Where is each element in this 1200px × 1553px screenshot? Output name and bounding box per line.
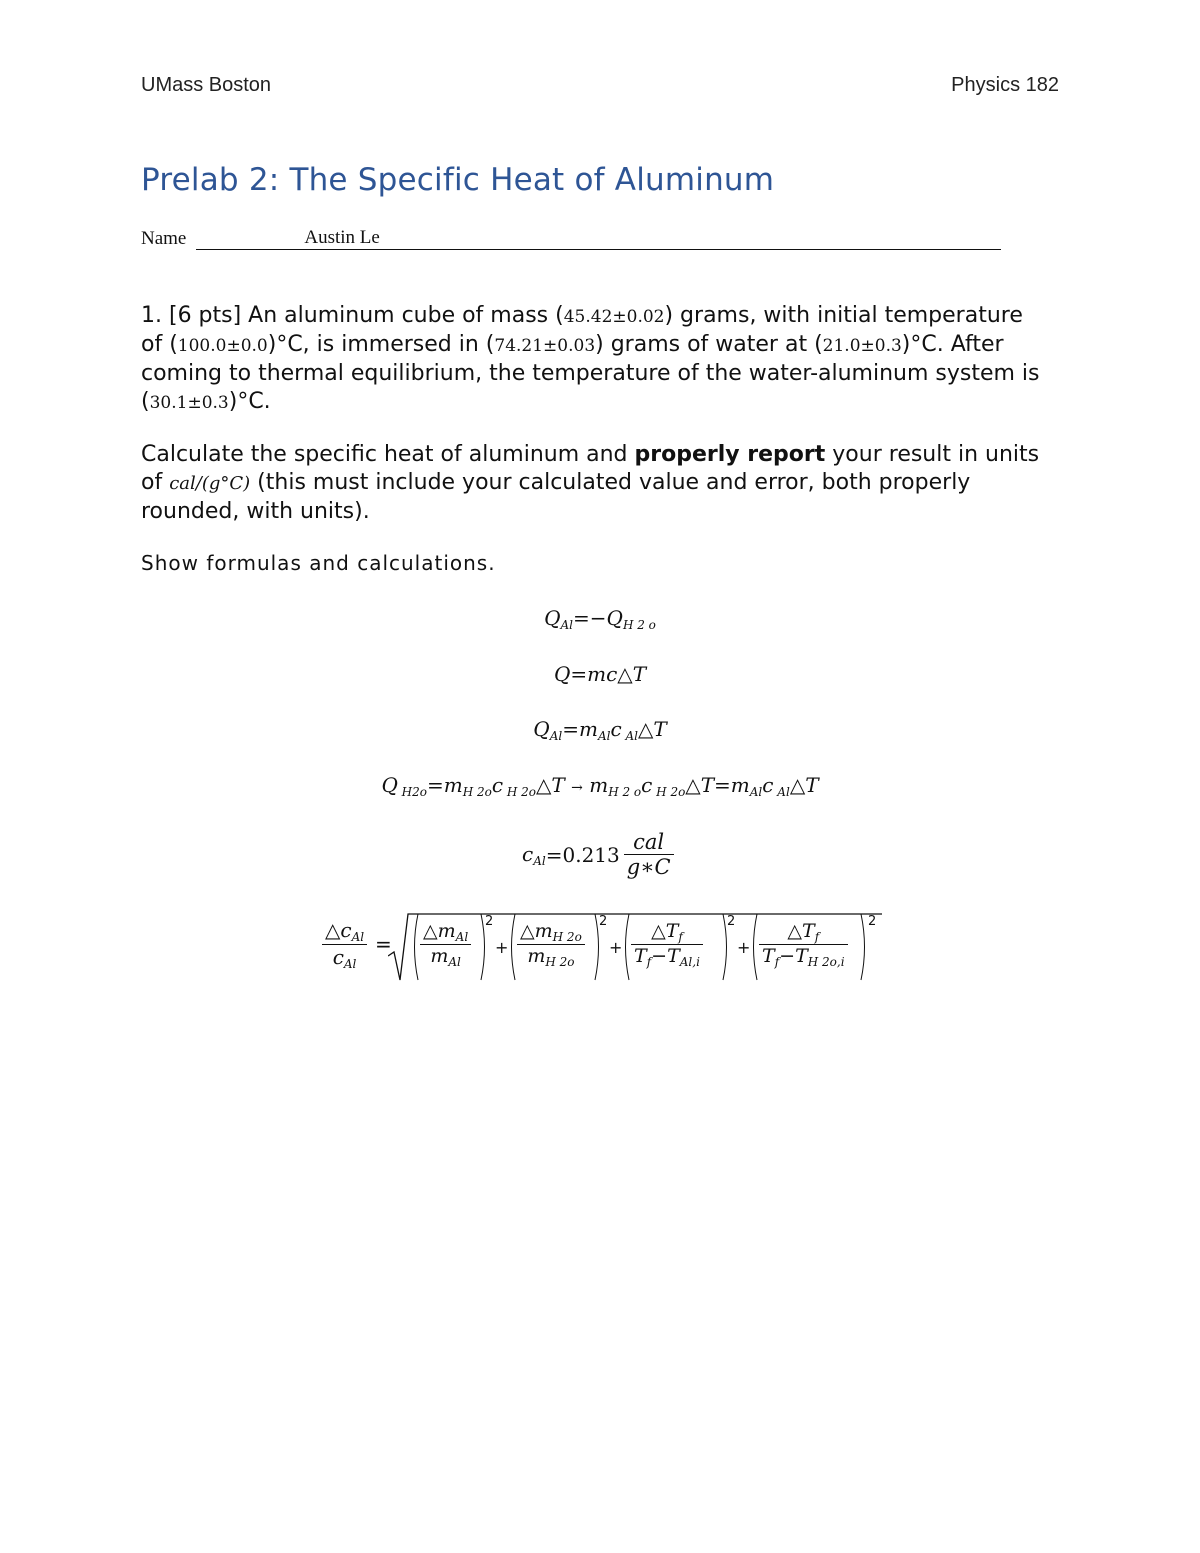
- instruction-part: (this must include your calculated value and error, both properly rounded, with units).: [141, 470, 971, 524]
- equation-heat-water: Q $_{H2o}=m_{H 2o}c$ $_{H 2o}$△T → $m_{H 2 o}c$ $_{H 2o}\triangle T=m_{Al}c$ $_{Al}$△T: [381, 773, 819, 799]
- term-mass-al: $\frac{\triangle m_{Al}}{m_{Al}}$: [420, 920, 471, 969]
- plus-sign: +: [495, 938, 509, 957]
- result-unit-num: cal: [624, 830, 674, 855]
- term-temp-water: $\frac{\triangle T_f}{T_f-T_{H 2o,i}}$: [759, 920, 848, 969]
- unit-expression: cal/(g°C): [169, 473, 251, 494]
- mass-al-value: 45.42±0.02: [563, 307, 665, 327]
- question-text: [141, 302, 1051, 417]
- name-field-row: [141, 227, 1001, 250]
- name-label: Name: [141, 228, 187, 249]
- page-title: Prelab 2: The Specific Heat of Aluminum: [141, 162, 775, 198]
- instruction-emphasis: properly report: [634, 442, 826, 467]
- equals-sign: =: [375, 932, 392, 956]
- result-unit-fraction: [624, 830, 674, 879]
- term-mass-water: $\frac{\triangle m_{H 2o}}{m_{H 2o}}$: [517, 920, 585, 969]
- exponent-2: 2: [868, 914, 877, 929]
- show-work-label: Show formulas and calculations.: [141, 551, 496, 575]
- equation-uncertainty: [322, 910, 882, 990]
- instruction-text: [141, 441, 1051, 526]
- paren-left: [621, 912, 631, 985]
- instruction-part: Calculate the specific heat of aluminum and: [141, 442, 635, 467]
- result-unit-den: g∗C: [626, 855, 671, 879]
- paren-left: [749, 912, 759, 985]
- term-temp-al: $\frac{\triangle T_f}{T_f-T_{Al,i}}$: [631, 920, 703, 969]
- question-text-part: )°C.: [228, 389, 271, 414]
- header-institution: UMass Boston: [141, 74, 272, 96]
- question-text-part: )°C. After coming to thermal equilibrium, the temperature of the water-aluminum system is (: [141, 332, 1040, 414]
- exponent-2: 2: [485, 914, 494, 929]
- name-value[interactable]: Austin Le: [196, 227, 1001, 250]
- question-text-part: )°C, is immersed in (: [267, 332, 495, 357]
- temp-al-value: 100.0±0.0: [177, 336, 268, 356]
- plus-sign: +: [609, 938, 623, 957]
- temp-water-value: 21.0±0.3: [822, 336, 902, 356]
- plus-sign: +: [737, 938, 751, 957]
- paren-left: [507, 912, 517, 985]
- temp-final-value: 30.1±0.3: [149, 393, 229, 413]
- exponent-2: 2: [599, 914, 608, 929]
- equation-heat-al: $Q_{Al}=m_{Al}c$ $_{Al}$△T: [533, 717, 667, 743]
- question-text-part: ) grams of water at (: [595, 332, 823, 357]
- equation-result: $c_{Al}$ = 0.213 $\frac{\text{cal}}{g∗C}$: [522, 830, 674, 879]
- question-text-part: ) grams, with initial temperature of (: [141, 303, 1023, 357]
- equation-heat-balance: $Q_{Al}=-Q_{H 2 o}$: [544, 606, 656, 632]
- mass-water-value: 74.21±0.03: [494, 336, 596, 356]
- question-text-part: 1. [6 pts] An aluminum cube of mass (: [141, 303, 564, 328]
- result-value: 0.213: [562, 842, 620, 867]
- instruction-part: your result in units of: [141, 442, 1040, 495]
- exponent-2: 2: [727, 914, 736, 929]
- paren-left: [410, 912, 420, 985]
- equation-heat: Q=mc△T: [553, 662, 647, 686]
- header-course: Physics 182: [951, 74, 1059, 96]
- uncertainty-lhs: $\frac{\triangle c_{Al}}{c_{Al}}$: [322, 918, 367, 971]
